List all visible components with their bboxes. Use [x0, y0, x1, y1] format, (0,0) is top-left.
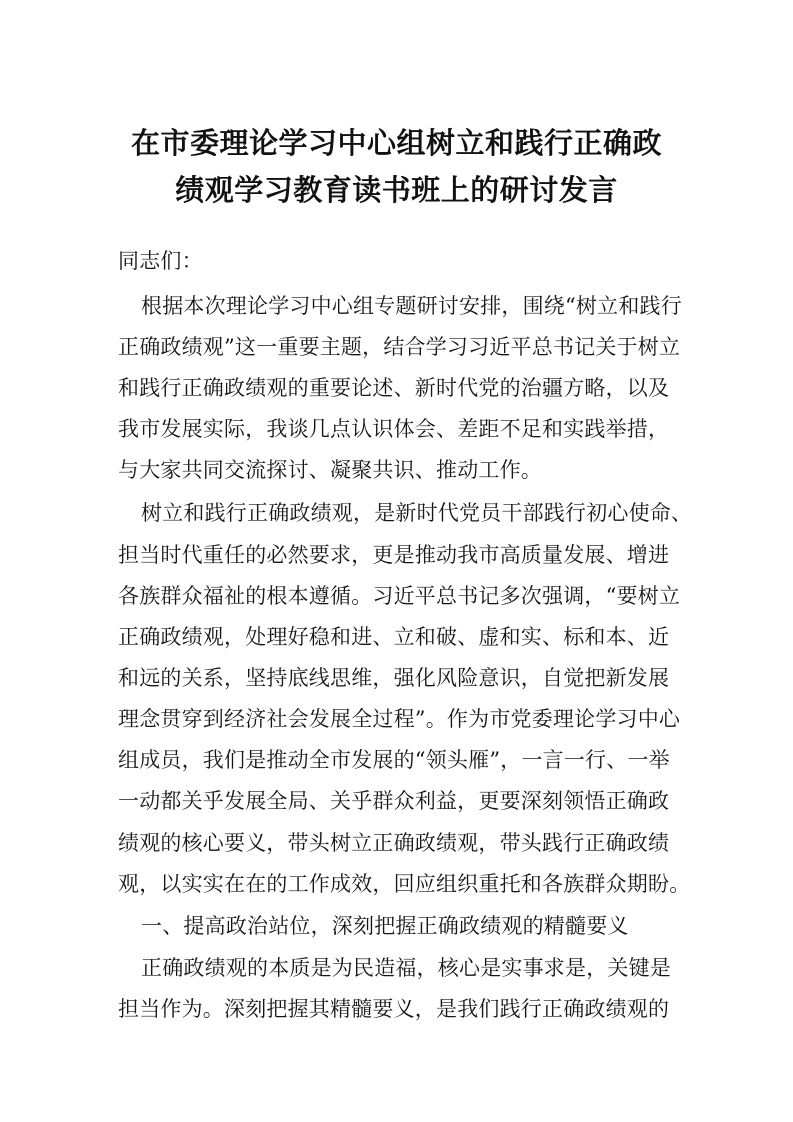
section-heading: 一、提高政治站位，深刻把握正确政绩观的精髓要义 — [141, 914, 629, 938]
paragraph-line: 绩观的核心要义，带头树立正确政绩观，带头践行正确政绩 — [118, 831, 670, 855]
paragraph-line: 各族群众福祉的根本遵循。习近平总书记多次强调，“要树立 — [118, 584, 681, 608]
paragraph-line: 一动都关乎发展全局、关乎群众利益，更要深刻领悟正确政 — [118, 789, 670, 813]
paragraph-line: 我市发展实际，我谈几点认识体会、差距不足和实践举措， — [118, 417, 670, 441]
paragraph-line: 和远的关系，坚持底线思维，强化风险意识，自觉把新发展 — [118, 666, 670, 690]
document-title-line-2: 绩观学习教育读书班上的研讨发言 — [175, 173, 618, 207]
paragraph-line: 正确政绩观的本质是为民造福，核心是实事求是，关键是 — [141, 956, 671, 980]
paragraph-line: 正确政绩观”这一重要主题，结合学习习近平总书记关于树立 — [118, 335, 681, 359]
paragraph-line: 与大家共同交流探讨、凝聚共识、推动工作。 — [118, 458, 542, 482]
paragraph-line: 树立和践行正确政绩观，是新时代党员干部践行初心使命、 — [141, 501, 693, 525]
paragraph-line: 担当作为。深刻把握其精髓要义，是我们践行正确政绩观的 — [118, 997, 670, 1021]
paragraph-line: 观，以实实在在的工作成效，回应组织重托和各族群众期盼。 — [118, 872, 691, 896]
paragraph-line: 理念贯穿到经济社会发展全过程”。作为市党委理论学习中心 — [118, 707, 681, 731]
paragraph-line: 正确政绩观，处理好稳和进、立和破、虚和实、标和本、近 — [118, 625, 670, 649]
paragraph-line: 担当时代重任的必然要求，更是推动我市高质量发展、增进 — [118, 543, 670, 567]
salutation: 同志们： — [118, 249, 203, 273]
paragraph-line: 根据本次理论学习中心组专题研讨安排，围绕“树立和践行 — [141, 294, 682, 318]
document-title-line-1: 在市委理论学习中心组树立和践行正确政 — [130, 126, 662, 160]
paragraph-line: 组成员，我们是推动全市发展的“领头雁”，一言一行、一举 — [118, 748, 670, 772]
paragraph-line: 和践行正确政绩观的重要论述、新时代党的治疆方略，以及 — [118, 376, 670, 400]
